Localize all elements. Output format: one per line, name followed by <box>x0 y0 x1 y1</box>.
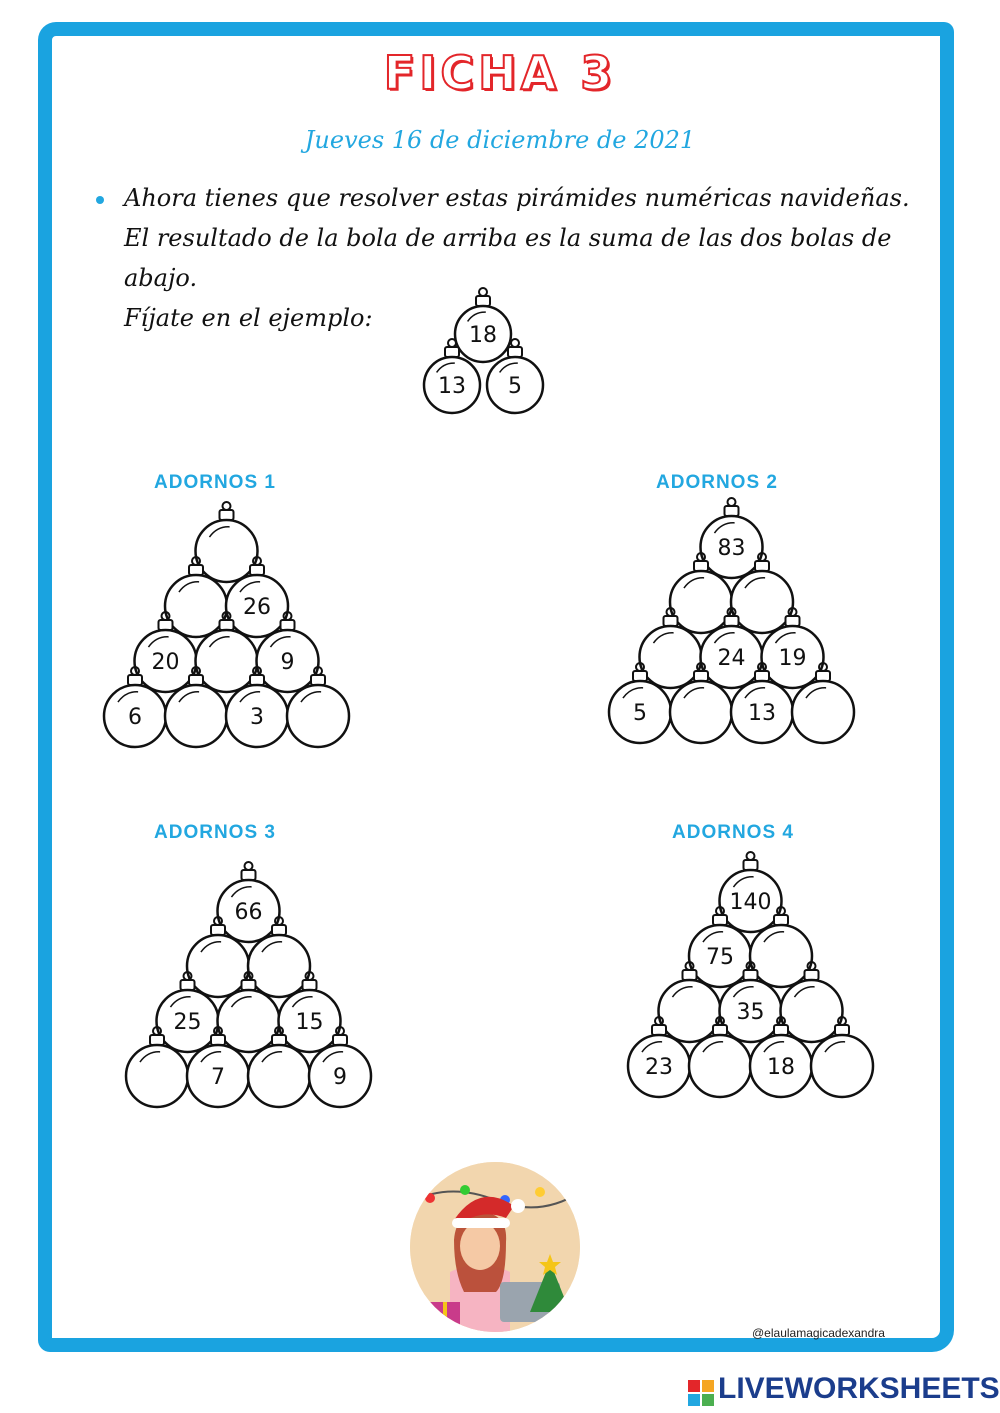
pyramid-1-ball-r0-c0-value: 6 <box>128 705 142 730</box>
pyramid-1-ball-r3-c0 <box>196 502 258 582</box>
heading-adornos-2: ADORNOS 2 <box>656 472 778 493</box>
pyramid-4-ball-r2-c0-value: 75 <box>706 945 734 970</box>
avatar <box>410 1162 580 1332</box>
example-ball-top-value: 18 <box>469 323 497 348</box>
pyramid-2-ball-r0-c0-value: 5 <box>633 701 647 726</box>
pyramid-4-ball-r3-c0 <box>720 852 782 932</box>
pyramid-1-ball-r1-c0-value: 20 <box>151 650 180 675</box>
liveworksheets-logo-icon <box>688 1380 714 1406</box>
heading-adornos-3: ADORNOS 3 <box>154 822 276 843</box>
pyramid-2-ball-r0-c2-value: 13 <box>748 701 776 726</box>
brand-name: LIVEWORKSHEETS <box>718 1372 1000 1405</box>
example-ball-top <box>455 288 511 362</box>
author-handle: @elaulamagicadexandra <box>752 1326 885 1340</box>
example-ball-right-value: 5 <box>508 374 522 399</box>
pyramid-2-ball-r3-c0 <box>701 498 763 578</box>
example-ball-left-value: 13 <box>438 374 466 399</box>
teacher-avatar-icon <box>410 1162 580 1332</box>
pyramid-1-ball-r1-c2-value: 9 <box>280 650 295 675</box>
pyramid-3-ball-r1-c0-value: 25 <box>173 1010 202 1035</box>
pyramid-1-ball-r2-c1-value: 26 <box>243 595 271 620</box>
pyramid-2-ball-r1-c2-value: 19 <box>778 646 807 671</box>
pyramid-4-ball-r0-c0-value: 23 <box>645 1055 673 1080</box>
pyramid-4-ball-r3-c0-value: 140 <box>729 890 772 915</box>
example-hint: Fíjate en el ejemplo: <box>124 304 373 332</box>
page-title: FICHA 3 <box>383 46 617 100</box>
date-line: Jueves 16 de diciembre de 2021 <box>304 126 696 154</box>
pyramid-1-ball-r0-c2-value: 3 <box>250 705 264 730</box>
pyramid-3-ball-r1-c2-value: 15 <box>295 1010 324 1035</box>
pyramid-4-ball-r0-c2-value: 18 <box>767 1055 795 1080</box>
heading-adornos-4: ADORNOS 4 <box>672 822 794 843</box>
pyramid-4-ball-r1-c1-value: 35 <box>736 1000 765 1025</box>
pyramid-3-ball-r3-c0-value: 66 <box>234 900 263 925</box>
pyramid-3-ball-r3-c0 <box>218 862 280 942</box>
heading-adornos-1: ADORNOS 1 <box>154 472 276 493</box>
pyramid-3-ball-r0-c1-value: 7 <box>211 1065 225 1090</box>
instructions: Ahora tienes que resolver estas pirámides numéricas navideñas. El resultado de la bola de arriba es la suma de las dos bolas de abajo. <box>124 184 910 292</box>
pyramid-3-ball-r0-c3-value: 9 <box>333 1065 347 1090</box>
pyramid-2-ball-r3-c0-value: 83 <box>717 536 746 561</box>
pyramid-2-ball-r1-c1-value: 24 <box>717 646 746 671</box>
